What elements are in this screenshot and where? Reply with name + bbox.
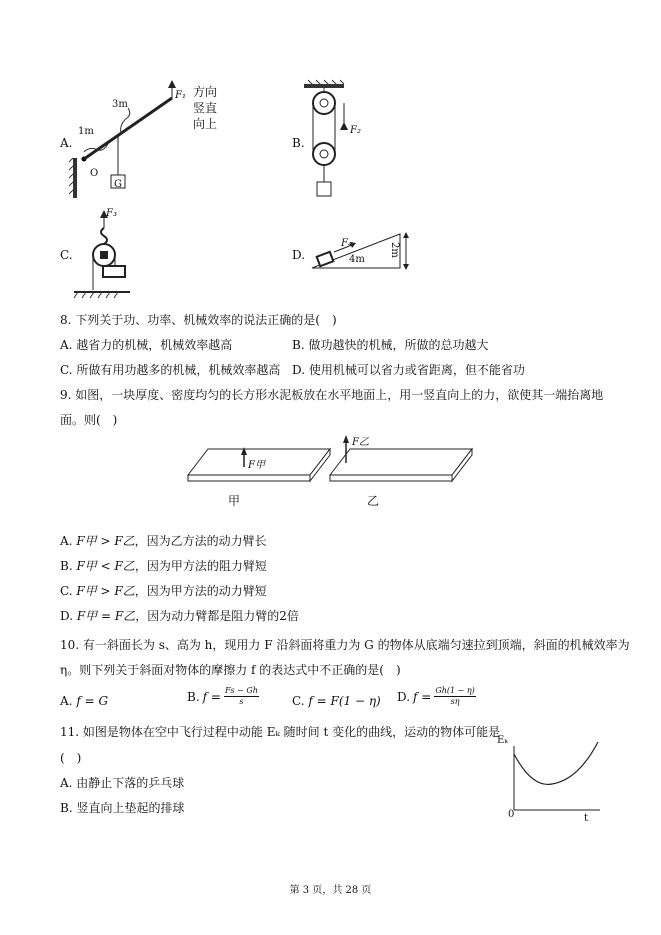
q9-stem-line1: 9. 如图，一块厚度、密度均匀的长方形水泥板放在水平地面上，用一竖直向上的力，欲使其一端抬离地 [60,388,604,402]
page-footer: 第 3 页，共 28 页 [289,885,372,896]
q9-stem-line2: 面。则( ) [60,413,118,427]
q8-stem: 8. 下列关于功、功率、机械效率的说法正确的是( ) [60,313,337,327]
q11-graph-ylabel: Eₖ [497,735,508,746]
q10-stem-line1: 10. 有一斜面长为 s、高为 h，现用力 F 沿斜面将重力为 G 的物体从底端匀速拉到顶端，斜面的机械效率为 [60,638,630,652]
q8-option-d: D. 使用机械可以省力或省距离，但不能省功 [292,363,525,377]
q10-option-b: B. f = $\frac{Fs - Gh}{s}$ [187,686,258,706]
figure-c-pulley [70,210,140,305]
figure-d-force: F₄ [341,238,352,249]
q9-label-left: 甲 [228,494,241,508]
q8-option-c: C. 所做有用功越多的机械，机械效率越高 [60,363,281,377]
figure-d-option: D. [292,248,306,262]
q11-ek-graph [500,738,605,818]
q9-label-right: 乙 [367,494,380,508]
q9-figure-slabs [180,433,480,493]
figure-d-height: 2m [389,242,400,258]
figure-a-pivot: O [90,168,99,179]
figure-c-force: F₃ [106,208,117,219]
figure-a-dir-1: 方向 [193,85,218,99]
figure-a-length-bottom: 1m [78,126,94,137]
figure-b-option: B. [292,136,305,150]
figure-c-option: C. [60,248,73,262]
q10-option-a: A. f = G [60,694,109,708]
q11-paren: ( ) [60,751,82,765]
q10-option-d: D. f = $\frac{Gh(1 - \eta)}{s\eta}$ [397,686,475,706]
q10-option-c: C. f = F(1 − η) [292,694,381,708]
q9-option-a: A. F甲 > F乙，因为乙方法的动力臂长 [60,534,267,548]
figure-d-incline [310,230,420,272]
figure-a-length-top: 3m [112,99,128,110]
figure-a-force: F₁ [175,90,186,101]
figure-a-dir-2: 竖直 [193,101,218,115]
figure-a-option: A. [60,136,73,150]
q11-graph-xlabel: t [584,813,589,824]
figure-b-pulley [300,78,360,203]
q9-option-d: D. F甲 = F乙，因为动力臂都是阻力臂的2倍 [60,609,299,623]
q9-option-c: C. F甲 > F乙，因为甲方法的动力臂短 [60,584,267,598]
q11-option-b: B. 竖直向上垫起的排球 [60,801,185,815]
q9-force-left: F甲 [248,460,265,471]
figure-a-dir-3: 向上 [193,117,218,131]
q9-force-right: F乙 [352,437,369,448]
q10-stem-line2: η。则下列关于斜面对物体的摩擦力 f 的表达式中不正确的是( ) [60,663,401,677]
q9-option-b: B. F甲 < F乙，因为甲方法的阻力臂短 [60,559,267,573]
figure-a-weight: G [114,179,122,190]
q11-stem: 11. 如图是物体在空中飞行过程中动能 Eₖ 随时间 t 变化的曲线，运动的物体可能是 [60,725,501,739]
q11-graph-origin: 0 [508,809,515,820]
q8-option-b: B. 做功越快的机械，所做的总功越大 [292,338,489,352]
figure-b-force: F₂ [350,125,361,136]
q8-option-a: A. 越省力的机械，机械效率越高 [60,338,233,352]
figure-d-slope-length: 4m [349,254,365,265]
q11-option-a: A. 由静止下落的乒乓球 [60,776,185,790]
